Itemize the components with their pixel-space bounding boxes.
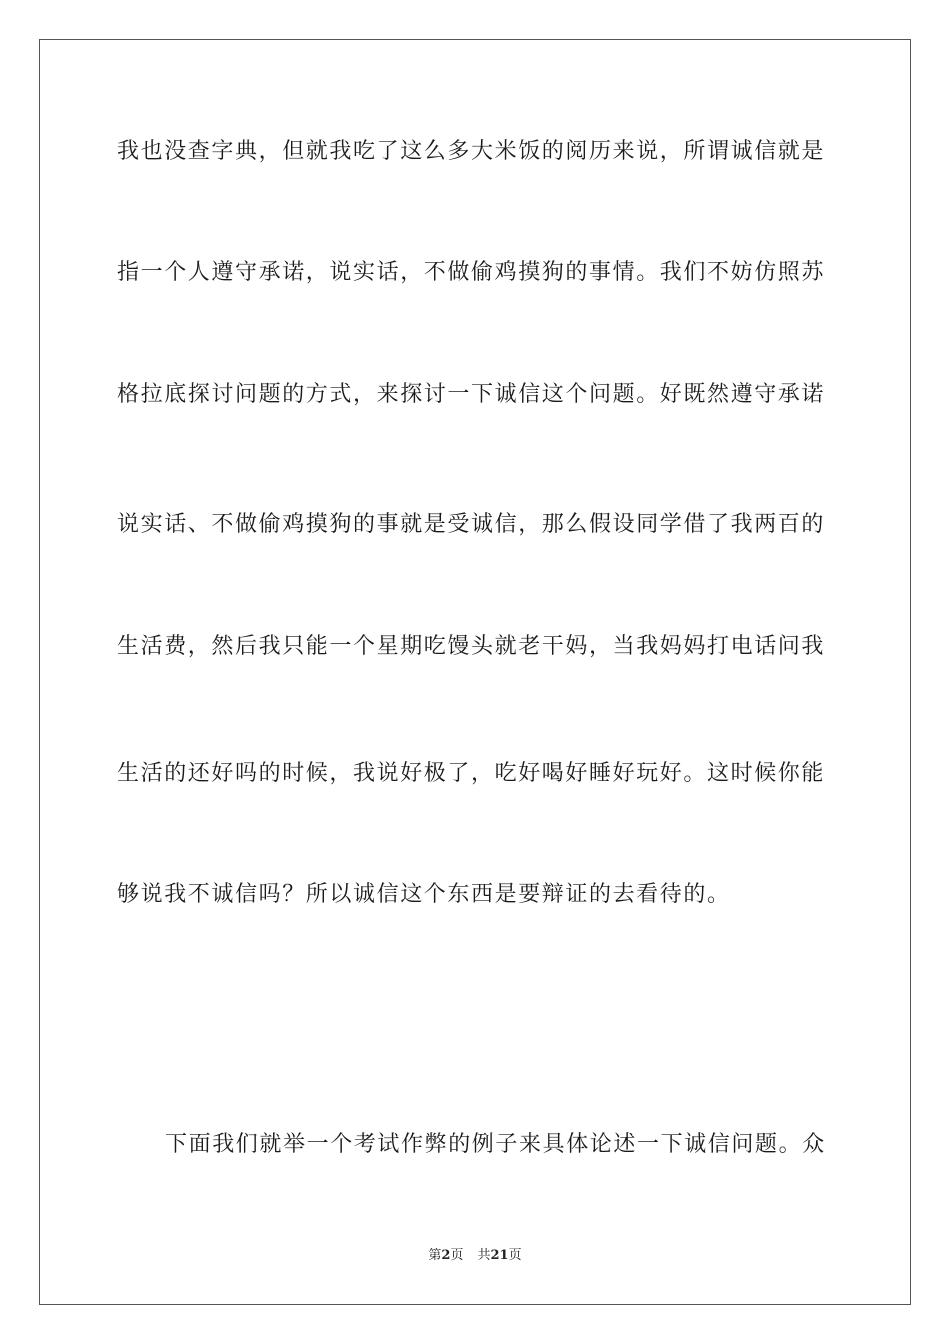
- page-footer: [0, 1247, 950, 1265]
- footer-total-suffix: 页: [508, 1248, 522, 1263]
- body-text-line-7: 够说我不诚信吗？所以诚信这个东西是要辩证的去看待的。: [117, 882, 731, 907]
- footer-page-number: 2: [441, 1248, 451, 1263]
- body-text-line-2: 指一个人遵守承诺，说实话，不做偷鸡摸狗的事情。我们不妨仿照苏: [117, 260, 826, 285]
- body-text-line-1: 我也没查字典，但就我吃了这么多大米饭的阅历来说，所谓诚信就是: [117, 139, 826, 164]
- page-border: [39, 39, 911, 1305]
- footer-page-suffix: 页: [450, 1248, 464, 1263]
- body-text-line-5: 生活费，然后我只能一个星期吃馒头就老干妈，当我妈妈打电话问我: [117, 634, 826, 659]
- next-paragraph-first-line: 下面我们就举一个考试作弊的例子来具体论述一下诚信问题。众: [165, 1132, 826, 1157]
- footer-page-prefix: 第: [428, 1248, 442, 1263]
- body-text-line-6: 生活的还好吗的时候，我说好极了，吃好喝好睡好玩好。这时候你能: [117, 761, 826, 786]
- body-text-line-3: 格拉底探讨问题的方式，来探讨一下诚信这个问题。好既然遵守承诺: [117, 382, 826, 407]
- footer-total-pages: 21: [490, 1248, 509, 1263]
- footer-total-prefix: 共: [477, 1248, 491, 1263]
- body-text-line-4: 说实话、不做偷鸡摸狗的事就是受诚信，那么假设同学借了我两百的: [117, 512, 826, 537]
